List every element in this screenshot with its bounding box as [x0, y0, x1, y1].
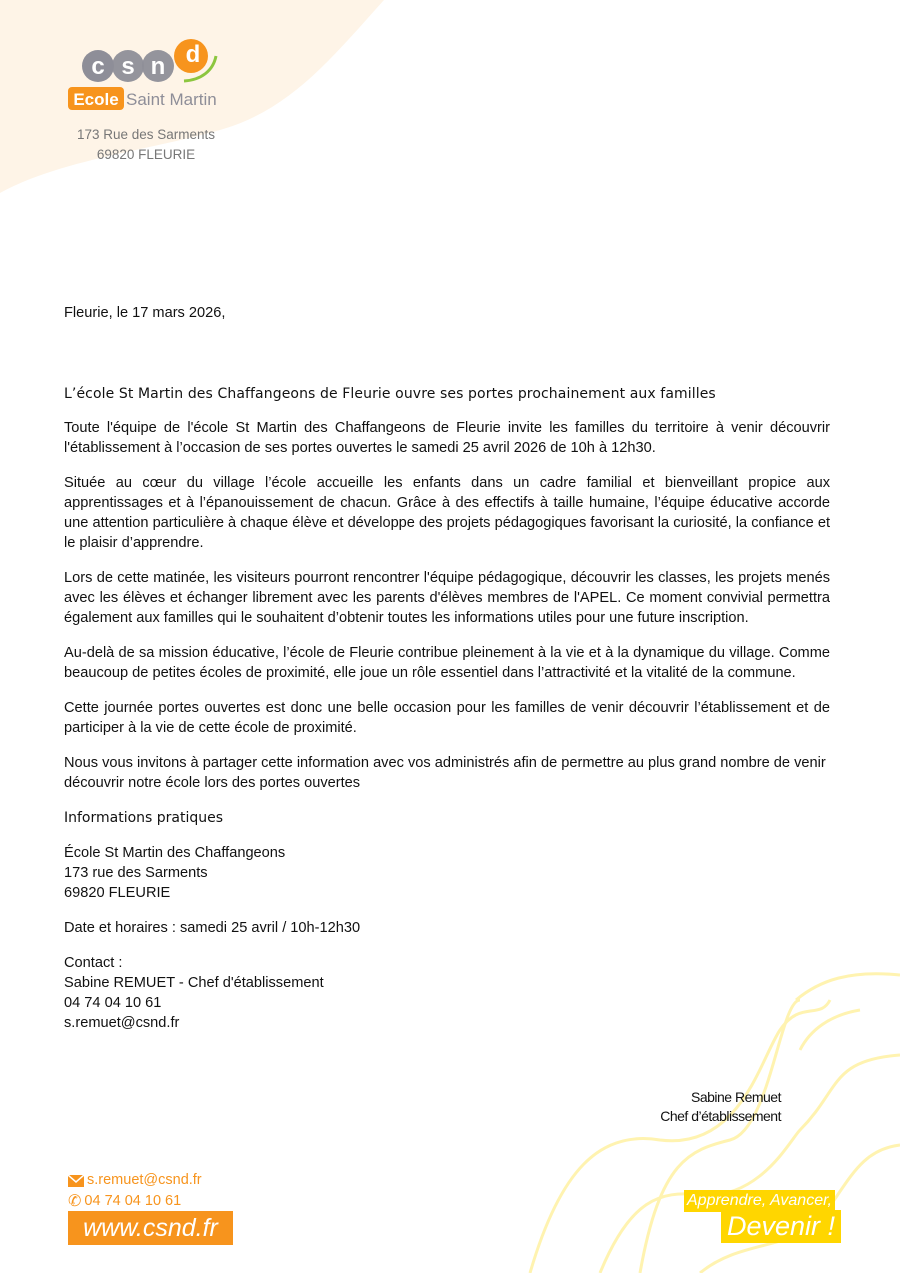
footer-email[interactable]: s.remuet@csnd.fr: [87, 1172, 202, 1188]
contact-email: s.remuet@csnd.fr: [64, 1015, 180, 1031]
svg-text:Ecole: Ecole: [73, 90, 119, 109]
paragraph: Nous vous invitons à partager cette information avec vos administrés afin de permettre au plus grand nombre de venir découvrir notre école lors des portes ouvertes: [64, 755, 826, 791]
svg-text:d: d: [185, 41, 201, 68]
paragraph: Toute l'équipe de l'école St Martin des Chaffangeons de Fleurie invite les familles du territoire à venir découvrir l'établissement à l’occasion de ses portes ouvertes le samedi 25 avril 2026 de 10h à 12h30.: [64, 420, 830, 456]
signature-name: Sabine Remuet: [690, 1089, 781, 1105]
info-address-line: École St Martin des Chaffangeons: [64, 845, 286, 861]
signature: [660, 1088, 781, 1126]
info-heading: Informations pratiques: [64, 810, 224, 826]
info-address: [64, 843, 830, 903]
slogan-line2: Devenir !: [721, 1210, 841, 1243]
contact-block: [64, 953, 830, 1033]
svg-text:n: n: [150, 53, 166, 80]
svg-text:Saint Martin: Saint Martin: [126, 90, 217, 109]
paragraph: Cette journée portes ouvertes est donc une belle occasion pour les familles de venir découvrir l’établissement et de participer à la vie de cette école de proximité.: [64, 700, 830, 736]
school-address: [60, 125, 232, 165]
website-link[interactable]: www.csnd.fr: [68, 1211, 233, 1245]
paragraph: Au-delà de sa mission éducative, l’école de Fleurie contribue pleinement à la vie et à la dynamique du village. Comme beaucoup de petites écoles de proximité, elle joue un rôle essentiel dans l’attractivité et la vitalité de la commune.: [64, 645, 830, 681]
envelope-icon: [68, 1175, 84, 1187]
signature-role: Chef d’établissement: [660, 1108, 781, 1124]
footer-phone: 04 74 04 10 61: [84, 1193, 182, 1209]
footer-contact: [68, 1170, 202, 1212]
letter-body: [64, 303, 830, 1048]
slogan-line1: Apprendre, Avancer,: [684, 1190, 835, 1212]
info-address-line: 69820 FLEURIE: [64, 885, 171, 901]
contact-phone: 04 74 04 10 61: [64, 995, 162, 1011]
info-date: Date et horaires : samedi 25 avril / 10h-12h30: [64, 920, 361, 936]
svg-text:s: s: [121, 53, 135, 80]
letter-title: L’école St Martin des Chaffangeons de Fleurie ouvre ses portes prochainement aux familles: [64, 386, 716, 402]
svg-text:c: c: [91, 53, 105, 80]
phone-icon: ✆: [68, 1193, 82, 1210]
contact-label: Contact :: [64, 955, 123, 971]
info-address-line: 173 rue des Sarments: [64, 865, 208, 881]
address-city: 69820 FLEURIE: [96, 147, 196, 162]
address-street: 173 Rue des Sarments: [76, 127, 216, 142]
csnd-logo: [66, 36, 236, 116]
letter-date: Fleurie, le 17 mars 2026,: [64, 305, 226, 321]
paragraph: Lors de cette matinée, les visiteurs pourront rencontrer l'équipe pédagogique, découvrir les classes, les projets menés avec les élèves et échanger librement avec les parents d'élèves membres de l'APEL. Ce moment convivial permettra également aux familles qui le souhaitent d’obtenir toutes les informations utiles pour une future inscription.: [64, 570, 830, 626]
paragraph: Située au cœur du village l’école accueille les enfants dans un cadre familial et bienveillant propice aux apprentissages et à l’épanouissement de chacun. Grâce à des effectifs à taille humaine, l’équipe éducative accorde une attention particulière à chaque élève et développe des projets pédagogiques favorisant la curiosité, la confiance et le plaisir d’apprendre.: [64, 475, 830, 551]
contact-name: Sabine REMUET - Chef d'établissement: [64, 975, 324, 991]
